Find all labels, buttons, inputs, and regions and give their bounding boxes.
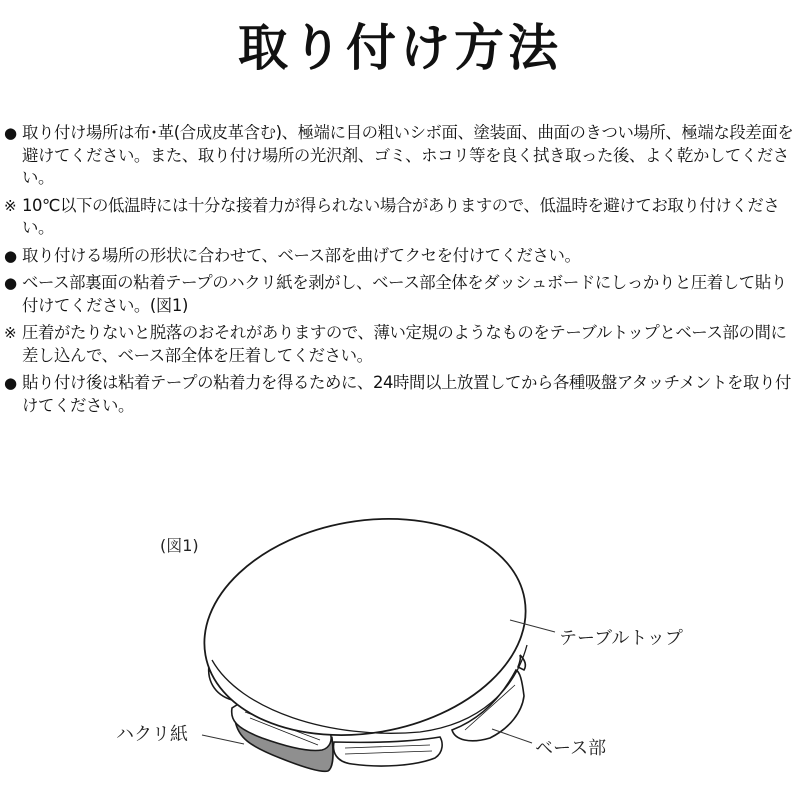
bullet-marker: ● <box>4 124 17 142</box>
leader-base <box>492 729 532 743</box>
callout-tabletop: テーブルトップ <box>559 628 683 649</box>
bullet-marker: ● <box>4 246 17 265</box>
instruction-text: 取り付ける場所の形状に合わせて、ベース部を曲げてクセを付けてください。 <box>22 245 581 265</box>
page-title: 取り付け方法 <box>238 19 562 77</box>
instruction-text: 貼り付け後は粘着テープの粘着力を得るために、24時間以上放置してから各種吸盤アタッチメントを取り付けてください。 <box>22 373 791 415</box>
instruction-text: ベース部裏面の粘着テープのハクリ紙を剥がし、ベース部全体をダッシュボードにしっかりと圧着して貼り付けてください。(図1) <box>22 273 787 315</box>
note-marker: ※ <box>4 324 17 342</box>
figure-label: (図1) <box>160 536 199 555</box>
callout-release-paper: ハクリ紙 <box>116 724 188 745</box>
note-marker: ※ <box>4 196 17 215</box>
bullet-marker: ● <box>4 274 17 292</box>
instruction-text: 取り付け場所は布･革(合成皮革含む)、極端に目の粗いシボ面、塗装面、曲面のきつい場所、極端な段差面を避けてください。また、取り付け場所の光沢剤、ゴミ、ホコリ等を良く拭き取った後、よく乾かしてください。 <box>22 123 794 187</box>
bullet-marker: ● <box>4 374 17 392</box>
instruction-text: 10℃以下の低温時には十分な接着力が得られない場合がありますので、低温時を避けてお取り付けください。 <box>22 195 780 237</box>
instruction-text: 圧着がたりないと脱落のおそれがありますので、薄い定規のようなものをテーブルトップとベース部の間に差し込んで、ベース部全体を圧着してください。 <box>22 323 787 365</box>
leader-release-paper <box>202 735 244 744</box>
callout-base: ベース部 <box>535 738 607 759</box>
